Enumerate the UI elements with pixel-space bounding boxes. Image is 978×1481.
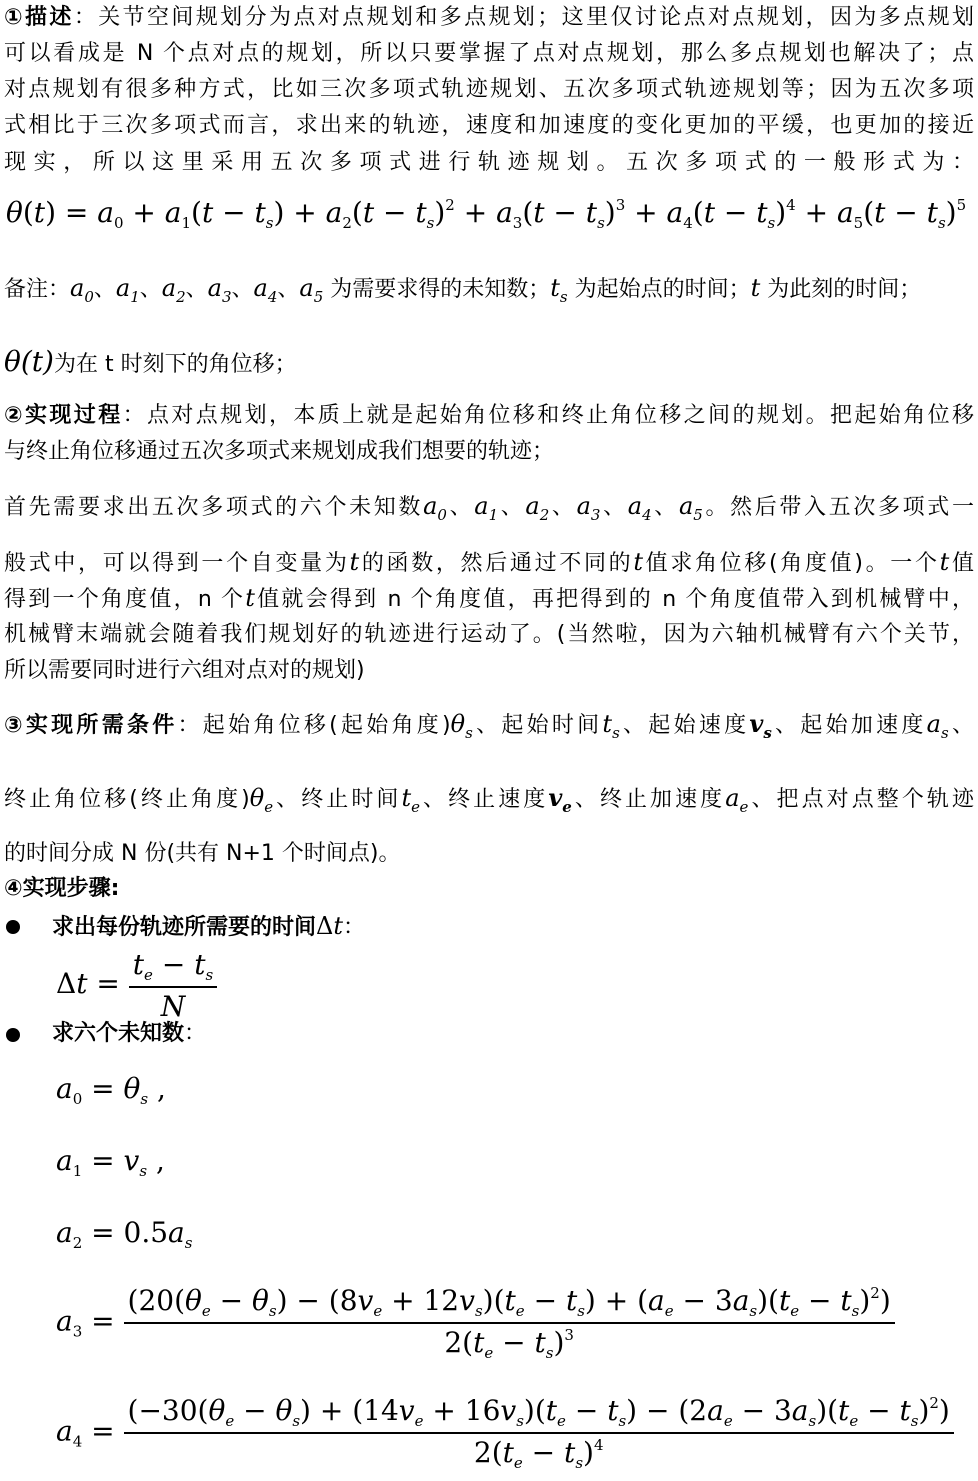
section2-line1: ②实现过程：点对点规划，本质上就是起始角位移和终止角位移之间的规划。把起始角位移 [4,403,974,428]
bullet-icon [6,1028,20,1042]
section2-line2: 与终止角位移通过五次多项式来规划成我们想要的轨迹； [4,439,555,464]
a1-equation: $a_1 = v_s$ , [56,1144,165,1180]
a3-equation: $a_3$ = $\frac{(20(\theta_e - \theta_s) - (8v_e + 12v_s)(t_e - t_s) + (a_e - 3a_s)(t_e - t_s)^2)}{2(t_e - t_s)^3}$ [56,1284,895,1362]
section4-heading: ④实现步骤: [4,876,120,901]
a2-equation: $a_2 = 0.5a_s$ [56,1216,193,1252]
section2-line6: 机械臂末端就会随着我们规划好的轨迹进行运动了。(当然啦，因为六轴机械臂有六个关节， [4,622,974,647]
general-form-equation: $\theta(t) = a_0 + a_1(t - t_s) + a_2(t - t_s)^2 + a_3(t - t_s)^3 + a_4(t - t_s)^4 + a_5(t - t_s)^5$ [6,196,967,232]
section2-line4: 般式中，可以得到一个自变量为t的函数，然后通过不同的t值求角位移(角度值)。一个t值 [4,548,974,576]
delta-t-equation: Δt = $\frac{t_e - t_s}{N}$ [56,948,217,1023]
bullet1-text: 求出每份轨迹所需要的时间Δt： [52,912,366,940]
bullet-icon [6,920,20,934]
note-line: 备注：$a_0$、$a_1$、$a_2$、$a_3$、$a_4$、$a_5$ 为需要求得的未知数；$t_s$ 为起始点的时间；t 为此刻的时间； [4,274,922,306]
section1-line2: 可以看成是 N 个点对点的规划，所以只要掌握了点对点规划，那么多点规划也解决了；点 [4,41,974,66]
section1-line1: ①描述：关节空间规划分为点对点规划和多点规划；这里仅讨论点对点规划，因为多点规划 [4,5,974,30]
bullet2-text: 求六个未知数： [52,1021,207,1046]
section3-line3: 的时间分成 N 份(共有 N+1 个时间点)。 [4,841,401,866]
section1-line3: 对点规划有很多种方式，比如三次多项式轨迹规划、五次多项式轨迹规划等；因为五次多项 [4,77,974,102]
section2-line5: 得到一个角度值，n 个t值就会得到 n 个角度值，再把得到的 n 个角度值带入到机械臂中， [4,584,974,612]
section1-line4: 式相比于三次多项式而言，求出来的轨迹，速度和加速度的变化更加的平缓，也更加的接近 [4,113,974,138]
section3-label: ③实现所需条件 [4,713,178,738]
section3-line1: ③实现所需条件：起始角位移(起始角度)$\theta_s$、起始时间$t_s$、起始速度$v_s$、起始加速度$a_s$、 [4,709,974,742]
a0-equation: $a_0 = \theta_s$ , [56,1072,166,1108]
section2-line3: 首先需要求出五次多项式的六个未知数$a_0$、$a_1$、$a_2$、$a_3$、$a_4$、$a_5$。然后带入五次多项式一 [4,492,974,524]
section3-line2: 终止角位移(终止角度)$\theta_e$、终止时间$t_e$、终止速度$v_e$、终止加速度$a_e$、把点对点整个轨迹 [4,783,974,816]
section1-line5: 现实，所以这里采用五次多项式进行轨迹规划。五次多项式的一般形式为： [4,150,974,175]
section2-line7: 所以需要同时进行六组对点对的规划) [4,658,365,683]
section2-label: ②实现过程 [4,403,123,428]
section1-label: ①描述 [4,5,74,30]
a4-equation: $a_4$ = $(-30(\theta_e - \theta_s) + (14v_e + 16v_s)(t_e - t_s) - (2a_e - 3a_s)(t_e - t_s)^2)$ $2(t_e - t_s)^4$ [56,1394,954,1472]
theta-description: θ(t)为在 t 时刻下的角位移； [4,345,297,378]
section4-label: ④实现步骤 [4,876,111,901]
